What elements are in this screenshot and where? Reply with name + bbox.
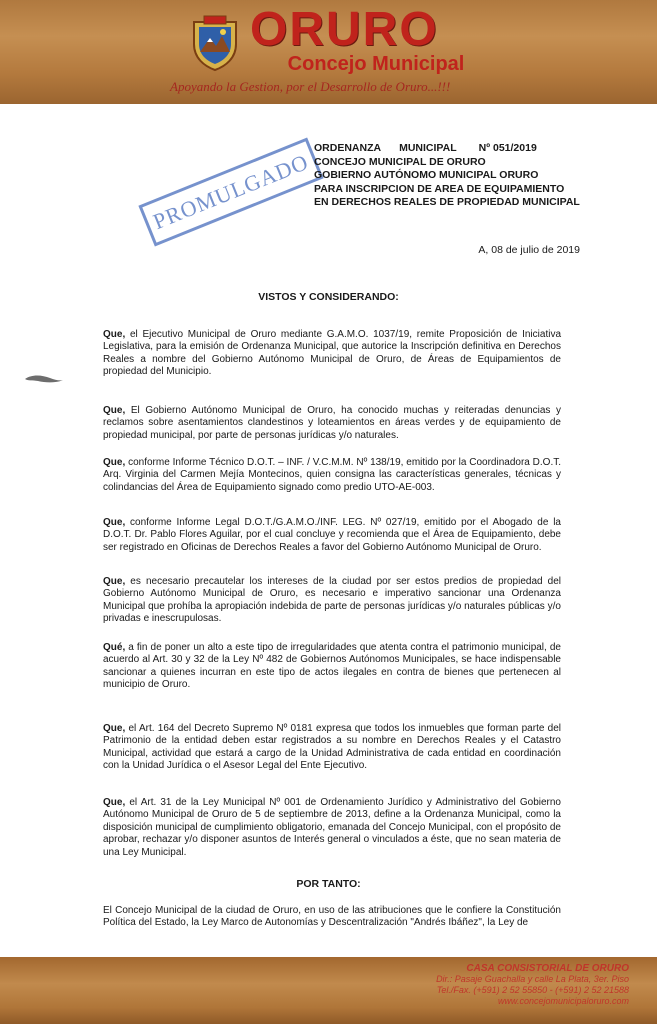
- scan-smudge: [24, 372, 64, 384]
- header-banner: [0, 0, 657, 104]
- footer-banner: [0, 957, 657, 1024]
- ordinance-line: CONCEJO MUNICIPAL DE ORURO: [314, 155, 486, 168]
- document-date: A, 08 de julio de 2019: [478, 244, 580, 256]
- footer-address: Dir.: Pasaje Guachalla y calle La Plata, 3er. Piso: [436, 974, 629, 984]
- ordinance-number: Nº 051/2019: [478, 142, 537, 154]
- ordinance-label-municipal: MUNICIPAL: [399, 142, 457, 154]
- paragraph: Qué, a fin de poner un alto a este tipo de irregularidades que atenta contra el patrimonio municipal, de acuerdo al Art. 30 y 32 de la Ley Nº 482 de Gobiernos Autónomos Municipales, se hace indispensable sancionar a quienes incurran en este tipo de actos ilegales en contra de bienes que pertenecen al municipio de Oruro.: [103, 642, 561, 691]
- ordinance-line: PARA INSCRIPCION DE AREA DE EQUIPAMIENTO: [314, 182, 565, 195]
- brand-subtitle: Concejo Municipal: [287, 53, 465, 75]
- footer-phone: Tel./Fax. (+591) 2 52 55850 - (+591) 2 52 21588: [436, 985, 629, 995]
- ordinance-heading: [314, 142, 604, 210]
- promulgated-stamp: PROMULGADO: [138, 138, 323, 247]
- paragraph: Que, el Ejecutivo Municipal de Oruro mediante G.A.M.O. 1037/19, remite Proposición de Iniciativa Legislativa, para la emisión de Ordenanza Municipal, que autorice la Inscripción definitiva en Derechos Reales a nombre del Gobierno Autónomo Municipal de Oruro, de Áreas de Equipamientos de propiedad del Municipio.: [103, 329, 561, 378]
- paragraph: Que, conforme Informe Técnico D.O.T. – INF. / V.C.M.M. Nº 138/19, emitido por la Coordinadora D.O.T. Arq. Virginia del Carmen Mejía Montecinos, quien consigna las características generales, técnicas y colindancias del Área de Equipamiento signado como predio UTO-AE-003.: [103, 457, 561, 493]
- coat-of-arms-icon: [190, 14, 240, 72]
- ordinance-line: EN DERECHOS REALES DE PROPIEDAD MUNICIPAL: [314, 196, 580, 208]
- footer-contact: [379, 963, 629, 1007]
- brand-title: ORURO: [250, 3, 439, 56]
- paragraph: Que, El Gobierno Autónomo Municipal de Oruro, ha conocido muchas y reiteradas denuncias y reclamos sobre asentamientos clandestinos y loteamientos en áreas verdes y de equipamiento de propiedad municipal, por parte de personas jurídicas y/o naturales.: [103, 405, 561, 441]
- closing-paragraph: El Concejo Municipal de la ciudad de Oruro, en uso de las atribuciones que le confiere la Constitución Política del Estado, la Ley Marco de Autonomías y Descentralización "Andrés Ibáñez", la Ley de: [103, 905, 561, 929]
- ordinance-label: ORDENANZA: [314, 142, 382, 154]
- vistos-title: VISTOS Y CONSIDERANDO:: [258, 291, 399, 303]
- por-tanto-title: POR TANTO:: [296, 878, 361, 890]
- footer-website: www.concejomunicipaloruro.com: [497, 996, 629, 1006]
- footer-title: CASA CONSISTORIAL DE ORURO: [466, 963, 629, 974]
- ordinance-line: GOBIERNO AUTÓNOMO MUNICIPAL ORURO: [314, 169, 539, 181]
- paragraph: Que, es necesario precautelar los intereses de la ciudad por ser estos predios de propiedad del Gobierno Autónomo Municipal de Oruro, es necesario e imperativo sancionar una Ordenanza Municipal que prohíba la apropiación indebida de parte de personas jurídicas y/o naturales públicas y/o privadas e inescrupulosas.: [103, 576, 561, 625]
- brand-slogan: Apoyando la Gestion, por el Desarrollo de Oruro...!!!: [170, 79, 451, 94]
- paragraph: Que, conforme Informe Legal D.O.T./G.A.M.O./INF. LEG. Nº 027/19, emitido por el Abogado de la D.O.T. Dr. Pablo Flores Aguilar, por el cual concluye y recomienda que el Área de Equipamiento, debe ser registrado en Oficinas de Derechos Reales a favor del Gobierno Autónomo Municipal de Oruro.: [103, 517, 561, 553]
- paragraph: Que, el Art. 164 del Decreto Supremo Nº 0181 expresa que todos los inmuebles que forman parte del Patrimonio de la entidad deben estar registrados a su nombre en Derechos Reales y el Catastro Municipal, actividad que estará a cargo de la Unidad Administrativa de cada entidad en coordinación con la Unidad Jurídica o el Asesor Legal del Ente Ejecutivo.: [103, 723, 561, 772]
- paragraph: Que, el Art. 31 de la Ley Municipal Nº 001 de Ordenamiento Jurídico y Administrativo del Gobierno Autónomo Municipal de Oruro de 5 de septiembre de 2013, define a la Ordenanza Municipal, como la disposición municipal de cumplimiento obligatorio, emanada del Concejo Municipal, con el propósito de aprobar, rechazar y/o disponer asuntos de Interés general o vinculados a éste, que no sean materia de una Ley Municipal.: [103, 797, 561, 858]
